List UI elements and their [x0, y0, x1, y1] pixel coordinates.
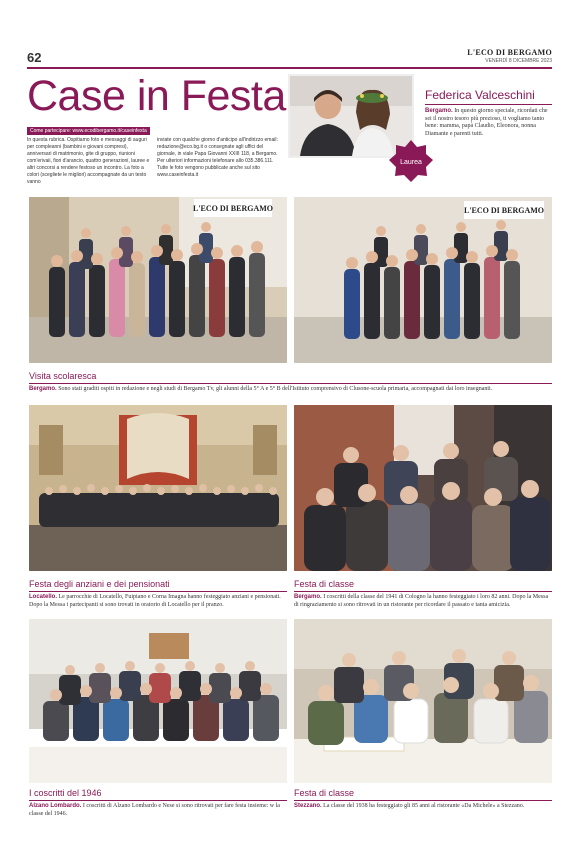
school-visit-photo-1: [29, 197, 287, 363]
school-visit-photo-2: [294, 197, 552, 363]
section-title: Case in Festa: [27, 72, 286, 120]
story-place: Locatello.: [29, 594, 58, 600]
issue-date: VENERDÌ 8 DICEMBRE 2023: [485, 58, 552, 64]
story-rule: [294, 591, 552, 592]
feature-rule: [425, 104, 552, 105]
story-rule: [29, 591, 287, 592]
story-body: Le parrocchie di Locatello, Fuipiano e Corna Imagna hanno festeggiato anziani e pensionati. Dopo la Messa i partecipanti si sono trovati in oratorio di Locatello per il pranzo.: [29, 594, 281, 608]
story-text-class-1941: [294, 594, 552, 609]
feature-message: [425, 108, 552, 138]
story-place: Bergamo.: [29, 386, 57, 392]
elderly-festival-photo: [29, 405, 287, 571]
story-rule: [29, 383, 552, 384]
story-place: Stezzano.: [294, 803, 322, 809]
banner-text-1: L'ECO DI BERGAMO: [192, 204, 274, 213]
story-text-class-1946: [29, 803, 287, 818]
banner-text-2: L'ECO DI BERGAMO: [463, 206, 545, 215]
class-1938-photo: [294, 619, 552, 783]
story-text-class-1938: [294, 803, 552, 811]
story-place: Alzano Lombardo.: [29, 803, 82, 809]
laurea-badge: [388, 138, 434, 184]
story-title-class-1938: Festa di classe: [294, 788, 355, 798]
feature-name: Federica Valceschini: [425, 88, 535, 102]
story-title-school-visit: Visita scolaresca: [29, 371, 97, 381]
badge-label: Laurea: [400, 159, 422, 166]
story-title-class-1946: I coscritti del 1946: [29, 788, 102, 798]
story-text-school-visit: [29, 386, 552, 394]
participation-link[interactable]: Come partecipare: www.ecodibergamo.it/caseinfesta: [27, 127, 150, 135]
story-rule: [29, 800, 287, 801]
class-1941-photo: [294, 405, 552, 571]
intro-column-2: inviate con qualche giorno d'anticipo all'indirizzo email: redazione@eco.bg.it o consegnate agli uffici del giornale, in viale Papa Giovanni XXIII 118, a Bergamo. Per ulteriori informazioni telefonare allo 035.386.111. Tutte le foto vengono pubblicate anche sul sito www.caseinfesta.it: [157, 137, 278, 178]
story-body: Sono stati graditi ospiti in redazione e negli studi di Bergamo Tv, gli alunni della 5° A e 5° B dell'Istituto comprensivo di Clusone-scuola primaria, accompagnati dai loro insegnanti.: [58, 386, 493, 392]
feature-text: In questo giorno speciale, ricordati che sei il nostro tesoro più prezioso, ti vogliamo tanto bene: mamma, papà Claudio, Eleonora, nonna Diamante e parenti tutti.: [425, 108, 548, 137]
page-number: 62: [27, 50, 42, 65]
story-body: La classe del 1938 ha festeggiato gli 85 anni al ristorante «Da Michele» a Stezzano.: [323, 803, 525, 809]
story-body: I coscritti di Alzano Lombardo e Nese si sono ritrovati per fare festa insieme: w la classe del 1946.: [29, 803, 280, 817]
newspaper-name: L'ECO DI BERGAMO: [467, 48, 552, 57]
intro-column-1: In questa rubrica. Ospitiamo foto e messaggi di auguri per compleanni (bambini e giovani compresi), anniversari di matrimonio, gite di gruppo, riunioni com'erivaii, fiori d'arancio, quattro generazioni, lauree e altri concorsi a rendere festoso un incontro. La foto a colori (scegliete le migliori) accompagnate da un testo vanno: [27, 137, 150, 185]
class-1946-photo: [29, 619, 287, 783]
feature-place: Bergamo.: [425, 108, 453, 114]
header-rule: [27, 67, 552, 69]
story-body: I coscritti della classe del 1941 di Cologno la hanno festeggiato i loro 82 anni. Dopo la Messa di ringraziamento si sono ritrovati in un ristorante per ricordare il passato e tanta amicizia.: [294, 594, 549, 608]
story-title-class-1941: Festa di classe: [294, 579, 355, 589]
story-rule: [294, 800, 552, 801]
story-text-elderly-festival: [29, 594, 287, 609]
story-title-elderly-festival: Festa degli anziani e dei pensionati: [29, 579, 170, 589]
story-place: Bergamo.: [294, 594, 322, 600]
